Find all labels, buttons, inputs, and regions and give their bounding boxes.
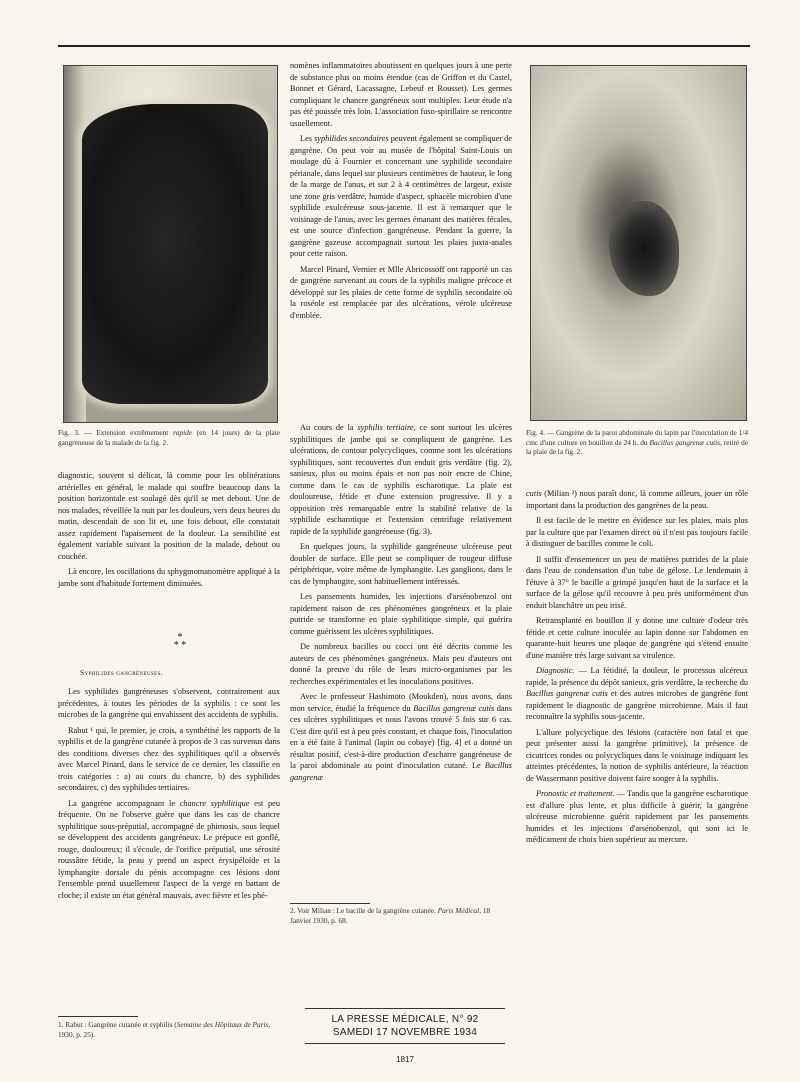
col1-footnote (58, 1020, 280, 1039)
col1-footnote-lead: 1. Rabut : Gangrène cutanée et syphilis ( (58, 1020, 177, 1029)
figure-3-photo (63, 65, 278, 423)
col3-p7-heading: Pronostic et traitement. (536, 789, 615, 798)
col3-paragraph-4: Retransplanté en bouillon il y donne une culture d'odeur très fétide et cette culture inoculée au lapin donne sur l'abdomen en quarante-huit heures une plaque de gangrène qui s'étend ensuite d'une manière très large suivant sa virulence. (526, 616, 748, 660)
col3-p5-rest: et des autres microbes de gangrène font rapidement le diagnostic de gangrène microbienne. Mais il faut reconnaître la syphilis sous-jacente. (526, 689, 748, 721)
col3-paragraph-7 (526, 788, 748, 846)
col3-paragraph-2: Il est facile de le mettre en évidence sur les plaies, mais plus par la culture que par l'examen direct où il n'est pas toujours facile à distinguer de bacilles comme le coli. (526, 516, 748, 548)
col2-footnote-rest: , 18 Janvier 1930, p. 68. (290, 906, 491, 925)
top-rule (58, 45, 750, 47)
col1-p5-ital: chancre syphilitique (179, 798, 250, 808)
col2-paragraph-8 (290, 691, 512, 783)
figure-3-wound (82, 104, 268, 404)
col2-p8-ital: Bacillus gangrenæ cutis (413, 703, 495, 713)
col2-p4-ital: syphilis tertiaire (357, 423, 414, 432)
col2-paragraph-4 (290, 422, 512, 537)
section-stars: * * * (173, 632, 187, 651)
col1-footnote-ital: Semaine des Hôpitaux de Paris (176, 1020, 269, 1029)
figure-4-caption (526, 428, 748, 457)
col2-p4-rest: , ce sont surtout les ulcères syphilitiques de jambe qui se compliquent de gangrène. Les ulcérations, de contour polycycliques, comme sont les ulcérations syphilitiques, sont recouvertes d'un enduit gris verdâtre (fig. 2), sanieux, plus ou moins épais et non pas noir encre de Chine, comme dans le cas de syphilis escharotique. La plaie est douloureuse, fétide et d'une extension progressive. Il y a opposition très remarquable entre la stabilité relative de la syphilide escharotique et l'extension centrifuge relativement rapide de la syphilide gangréneuse (fig. 3). (290, 423, 512, 536)
col2-p2-ital: syphilides secondaires (314, 134, 389, 143)
figure-3-caption (58, 428, 280, 447)
figure-3-caption-rest: (en 14 jours) de la plaie gangreneuse de la malade de la fig. 2. (58, 428, 280, 447)
col3-paragraph-6: L'allure polycyclique des lésions (caractère non fatal et que peut présenter aussi la gangrène primitive), la présence de cicatrices rondes ou polycycliques dans le voisinage indiquant les atteintes précédentes, la notion de syphilis antérieure, la réaction de Wassermann positive doivent faire songer à la syphilis. (526, 727, 748, 783)
journal-issue: LA PRESSE MÉDICALE, N° 92 (331, 1014, 479, 1025)
col3-paragraph-1 (526, 488, 748, 511)
column-1-lower (58, 686, 280, 905)
col2-paragraph-5: En quelques jours, la syphilide gangréneuse ulcéreuse peut doubler de surface. Elle peut se compliquer de rougeur diffuse périphérique, voire même de lymphangite. Les ganglions, dans le cas de lymphangite, sont habituellement intéressés. (290, 542, 512, 586)
col2-p2-rest: peuvent également se compliquer de gangrène. On peut voir au musée de l'hôpital Saint-Louis un moulage dû à Fournier et concernant une syphilide secondaire périanale, dans lequel sur plusieurs centimètres de hauteur, le long de la marge de l'anus, et sur 2 à 4 centimètres de largeur, existe une zone gris verdâtre, humide d'aspect, sphacèle microbien d'une syphilide exulcéreuse sous-jacente. Il est à remarquer que le voisinage de l'anus, avec les germes émanant des matières fécales, est une source d'infection gangréneuse. Pendant la guerre, la gangrène gazeuse accompagnait surtout les plaies juxta-anales pour cette raison. (290, 134, 512, 258)
col2-paragraph-1: nomènes inflammatoires aboutissent en quelques jours à une perte de substance plus ou moins étendue (cas de Griffon et du Castel, Bonnet et Gérard, Lacassagne, Lebeuf et Rousset). Les germes compliquant le chancre gangréneux sont multiples. Leur étude n'a pas été poussée très loin. L'association fuso-spirillaire se rencontre usuellement. (290, 61, 512, 128)
figure-4-caption-ital: Bacillus gangrenæ cutis (649, 437, 721, 447)
figure-3-caption-lead: Fig. 3. — Extension extrêmement (58, 428, 173, 437)
col2-p8-rest: dans ces ulcères syphilitiques et nous l'avons trouvé 5 fois sur 6 cas. C'est dire qu'il est à peu près constant, et chaque fois, l'inoculation en a été faite à l'animal (lapin ou cobaye) [fig. 4] et a donné un résultat positif, c'est-à-dire production d'escharre gangréneuse de la paroi abdominale au point d'inoculation cutané. Le (290, 703, 512, 770)
col3-p1-ital: cutis (526, 489, 542, 498)
col2-paragraph-6: Les pansements humides, les injections d'arsénobenzol ont rapidement raison de ces phénomènes gangréneux et la plaie putride se transforme en plaie syphilitique simple, qui guérira comme guérissent les ulcères syphilitiques. (290, 592, 512, 636)
col2-footnote-rule (290, 903, 370, 904)
column-2-upper (290, 60, 512, 325)
col1-footnote-rule (58, 1016, 138, 1017)
column-2-lower (290, 422, 512, 787)
col2-footnote (290, 906, 512, 925)
figure-4-caption-lead: Fig. 4. — Gangrène de la paroi abdominale du lapin par l'inoculation de 1/4 cmc d'une culture en bouillon de 24 h. du (526, 428, 748, 447)
col2-p8-ital2: Bacillus gangrenæ (290, 761, 512, 782)
col1-paragraph-4: Rabut ¹ qui, le premier, je crois, a synthétisé les rapports de la syphilis et de la gangrène cutanée à propos de 3 cas survenus dans des conditions diverses chez des syphilitiques qu'il a observés avec Marcel Pinard, dans le service de ce dernier, les classifie en trois catégories : a) au cours du chancre, b) des syphilides secondaires, c) des syphilides tertiaires. (58, 725, 280, 792)
journal-date: SAMEDI 17 NOVEMBRE 1934 (332, 1027, 478, 1038)
figure-3-caption-ital: rapide (172, 428, 193, 437)
col2-paragraph-7: De nombreux bacilles ou cocci ont été décrits comme les auteurs de ces phénomènes gangréneux. Mais peu d'auteurs ont donné la preuve du rôle de leurs micro-organismes par les recherches expérimentales et les inoculations positives. (290, 642, 512, 686)
col3-paragraph-3: Il suffit d'ensemencer un peu de matières putrides de la plaie dans l'eau de condensation d'un tube de gélose. Le lendemain à l'étuve à 37° le bacille a grimpé jusqu'en haut de la surface et la surface de la gélose qu'il recouvre à peu près uniformément d'un enduit blanchâtre un peu irisé. (526, 554, 748, 610)
figure-4-caption-rest: , retiré de la plaie de la fig. 2. (526, 437, 748, 456)
col3-paragraph-5 (526, 665, 748, 723)
figure-4-photo (530, 65, 747, 421)
journal-top-rule (305, 1008, 505, 1009)
col1-p5-rest: est peu fréquente. On ne l'observe guère que dans les cas de chancre syphilitique sous-préputial, accompagné de phimosis, sous lequel se développent des accidents gangréneux. Le prépuce est gonflé, rouge, douloureux; il s'écoule, de l'orifice préputial, une sérosité roussâtre fétide, la peau y prend un aspect érysipéloïde et la lymphangite dorsale du pénis accompagne ces lésions dont l'ensemble prend usuellement l'aspect de la verge en battant de cloche; il existe un état général mauvais, avec fièvre et les phé- (58, 798, 280, 900)
journal-masthead (305, 1013, 505, 1039)
column-1-upper (58, 470, 280, 593)
col1-paragraph-5 (58, 798, 280, 902)
col2-p4-lead: Au cours de la (300, 423, 358, 432)
page-number: 1817 (396, 1055, 414, 1064)
col3-p5-heading: Diagnostic. (536, 666, 575, 675)
journal-bottom-rule (305, 1043, 505, 1044)
col1-footnote-rest: , 1930, p. 25). (58, 1020, 271, 1039)
section-title: Syphilides gangréneuses. (80, 668, 164, 677)
col1-p5-lead: La gangrène accompagnant le (68, 798, 180, 808)
col2-paragraph-3: Marcel Pinard, Vernier et Mlle Abricossoff ont rapporté un cas de gangrène survenant au cours de la syphilis maligne précoce et développé sur les plaies de cette forme de syphilis secondaire où la roséole est remplacée par des ulcérations, vérole ulcéreuse d'emblée. (290, 264, 512, 320)
col3-p5-mid: — La fétidité, la douleur, le processus ulcéreux rapide, la présence du dépôt sanieux, gris verdâtre, la recherche du (526, 666, 748, 687)
col2-p2-lead: Les (300, 134, 315, 143)
col3-p1-rest: (Milian ²) nous paraît donc, là comme ailleurs, jouer un rôle important dans la production des gangrènes de la peau. (526, 489, 748, 510)
col3-p5-ital: Bacillus gangrenæ cutis (526, 689, 608, 698)
col2-footnote-lead: 2. Voir Milian : Le bacille de la gangrène cutanée. (290, 906, 438, 915)
figure-4-lesion (609, 201, 679, 296)
col2-footnote-ital: Paris Médical (437, 906, 480, 915)
column-3 (526, 488, 748, 850)
col2-paragraph-2 (290, 133, 512, 260)
col1-paragraph-2: Là encore, les oscillations du sphygmomanomètre appliqué à la jambe sont d'habitude fortement diminuées. (58, 567, 280, 588)
col3-p7-rest: — Tandis que la gangrène escharotique est d'allure plus lente, et plus difficile à guérir, la gangrène ulcéreuse microbienne guérit rapidement par les pansements humides et les injections d'arsénobenzol, qui sont ici le médicament de choix bien supérieur au mercure. (526, 789, 748, 844)
col1-paragraph-1: diagnostic, souvent si délicat, là comme pour les oblitérations artérielles en général, le malade qui souffre beaucoup dans la position horizontale est soulagé dès qu'il se met debout. Une de nos malades, réveillée la nuit par les douleurs, vers deux heures du matin, descendait de son lit et, une fois debout, elle constatait assez rapidement l'apaisement de la douleur. La sensibilité est également variable suivant la position de la malade, debout ou couchée. (58, 471, 280, 561)
col2-p8-lead: Avec le professeur Hashimoto (Moukden), nous avons, dans mon service, étudié la fréquence du (290, 692, 512, 713)
col1-paragraph-3: Les syphilides gangréneuses s'observent, contrairement aux précédentes, à toutes les périodes de la syphilis : ce sont les microbes de la gangrène qui envahissent des accidents de syphilis. (58, 687, 280, 719)
